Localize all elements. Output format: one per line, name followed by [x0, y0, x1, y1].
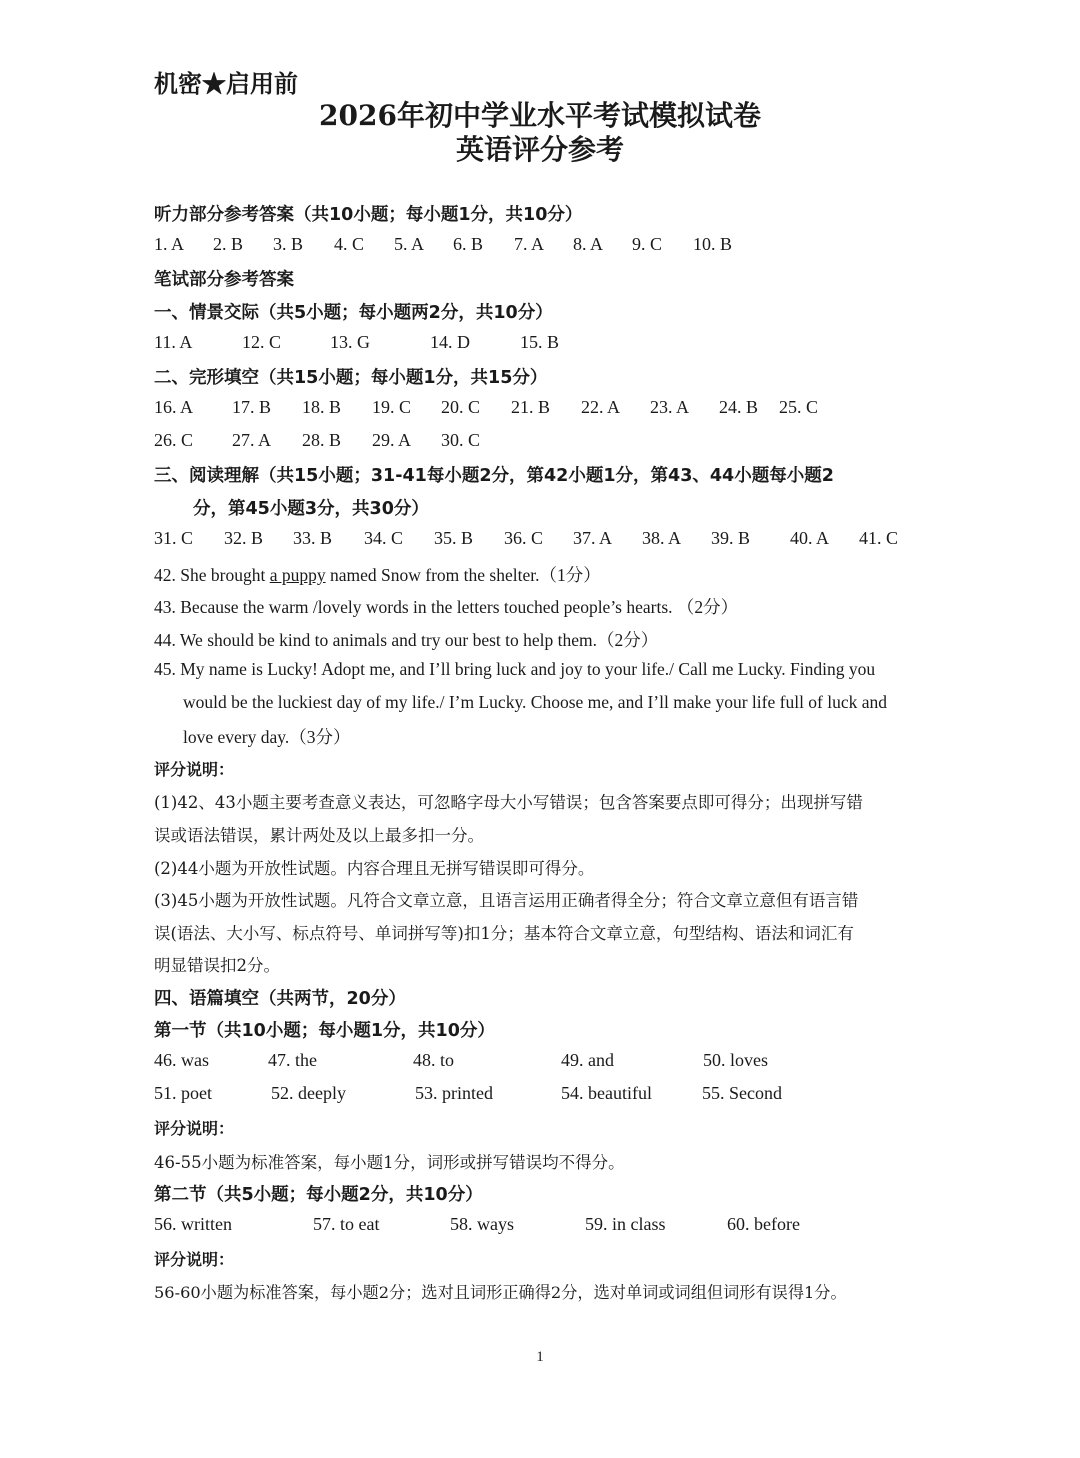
answer-item: 52. deeply: [271, 1083, 346, 1103]
answer-45-line2: would be the luckiest day of my life./ I’m Lucky. Choose me, and I’ll make your life full of luck and: [183, 692, 888, 712]
part2-heading: 二、完形填空（共15小题；每小题1分，共15分）: [154, 368, 548, 388]
answer-45-line1: 45. My name is Lucky! Adopt me, and I’ll bring luck and joy to your life./ Call me Lucky. Finding you: [154, 659, 876, 679]
answer-item: 27. A: [232, 430, 272, 450]
answer-item: 13. G: [330, 332, 370, 352]
scoring-note-2: (2)44小题为开放性试题。内容合理且无拼写错误即可得分。: [154, 859, 595, 878]
answer-item: 36. C: [504, 528, 544, 548]
answer-item: 46. was: [154, 1050, 209, 1070]
answer-item: 50. loves: [703, 1050, 768, 1070]
answer-item: 30. C: [441, 430, 481, 450]
answer-item: 18. B: [302, 397, 342, 417]
answer-item: 6. B: [453, 234, 484, 254]
part3-heading: 三、阅读理解（共15小题；31-41每小题2分，第42小题1分，第43、44小题每小题2: [154, 466, 834, 486]
part4-heading: 四、语篇填空（共两节，20分）: [154, 989, 406, 1009]
answer-item: 60. before: [727, 1214, 800, 1234]
answer-item: 2. B: [213, 234, 244, 254]
page-number: 1: [536, 1349, 544, 1365]
scoring-note-1-cont: 误或语法错误，累计两处及以上最多扣一分。: [154, 826, 484, 845]
answer-item: 37. A: [573, 528, 613, 548]
written-heading: 笔试部分参考答案: [154, 270, 294, 290]
scoring-note-1: (1)42、43小题主要考查意义表达，可忽略字母大小写错误；包含答案要点即可得分；出现拼写错: [154, 793, 863, 812]
scoring-note-3: (3)45小题为开放性试题。凡符合文章立意，且语言运用正确者得全分；符合文章立意但有语言错: [154, 891, 859, 910]
answer-item: 23. A: [650, 397, 690, 417]
answer-42: [154, 562, 601, 587]
answer-item: 41. C: [859, 528, 899, 548]
section1-notes-heading: 评分说明：: [154, 1119, 235, 1138]
answer-item: 54. beautiful: [561, 1083, 652, 1103]
answer-item: 56. written: [154, 1214, 232, 1234]
answer-item: 48. to: [413, 1050, 455, 1070]
answer-item: 8. A: [573, 234, 604, 254]
answer-item: 15. B: [520, 332, 560, 352]
answer-item: 25. C: [779, 397, 819, 417]
answer-item: 12. C: [242, 332, 282, 352]
answer-item: 55. Second: [702, 1083, 782, 1103]
answer-item: 7. A: [514, 234, 545, 254]
answer-item: 5. A: [394, 234, 425, 254]
section1-heading: 第一节（共10小题；每小题1分，共10分）: [154, 1021, 495, 1041]
answer-42-keyword: a puppy: [269, 565, 326, 585]
answer-item: 47. the: [268, 1050, 317, 1070]
scoring-notes-heading: 评分说明：: [154, 760, 235, 779]
section2-notes-heading: 评分说明：: [154, 1250, 235, 1269]
part3-heading-continued: 分，第45小题3分，共30分）: [193, 499, 429, 519]
answer-item: 14. D: [430, 332, 470, 352]
answer-45-line3: love every day.（3分）: [183, 727, 351, 747]
exam-title: 2026年初中学业水平考试模拟试卷: [319, 99, 761, 132]
part1-heading: 一、情景交际（共5小题；每小题两2分，共10分）: [154, 303, 553, 323]
answer-item: 16. A: [154, 397, 194, 417]
answer-item: 28. B: [302, 430, 342, 450]
answer-item: 20. C: [441, 397, 481, 417]
answer-item: 40. A: [790, 528, 830, 548]
answer-item: 17. B: [232, 397, 272, 417]
answer-item: 34. C: [364, 528, 404, 548]
answer-43: 43. Because the warm /lovely words in the letters touched people’s hearts. （2分）: [154, 597, 739, 617]
answer-item: 26. C: [154, 430, 194, 450]
answer-item: 29. A: [372, 430, 412, 450]
answer-44: 44. We should be kind to animals and try our best to help them.（2分）: [154, 630, 659, 650]
answer-item: 53. printed: [415, 1083, 493, 1103]
listening-heading: 听力部分参考答案（共10小题；每小题1分，共10分）: [154, 205, 583, 225]
section2-notes: 56-60小题为标准答案，每小题2分；选对且词形正确得2分，选对单词或词组但词形有误得1分。: [154, 1283, 847, 1302]
answer-item: 39. B: [711, 528, 751, 548]
answer-item: 10. B: [693, 234, 733, 254]
classified-label: 机密★启用前: [154, 69, 298, 98]
answer-item: 22. A: [581, 397, 621, 417]
answer-item: 4. C: [334, 234, 365, 254]
answer-item: 59. in class: [585, 1214, 666, 1234]
exam-subtitle: 英语评分参考: [455, 133, 624, 166]
answer-42-start: 42. She brought: [154, 565, 270, 585]
answer-item: 9. C: [632, 234, 663, 254]
answer-item: 1. A: [154, 234, 185, 254]
answer-item: 49. and: [561, 1050, 614, 1070]
answer-item: 33. B: [293, 528, 333, 548]
section1-notes: 46-55小题为标准答案，每小题1分，词形或拼写错误均不得分。: [154, 1153, 625, 1172]
answer-item: 32. B: [224, 528, 264, 548]
answer-item: 19. C: [372, 397, 412, 417]
answer-item: 51. poet: [154, 1083, 212, 1103]
answer-item: 38. A: [642, 528, 682, 548]
answer-item: 3. B: [273, 234, 304, 254]
answer-item: 57. to eat: [313, 1214, 380, 1234]
answer-item: 24. B: [719, 397, 759, 417]
answer-item: 35. B: [434, 528, 474, 548]
answer-item: 58. ways: [450, 1214, 514, 1234]
answer-item: 31. C: [154, 528, 194, 548]
answer-item: 21. B: [511, 397, 551, 417]
section2-heading: 第二节（共5小题；每小题2分，共10分）: [154, 1185, 483, 1205]
answer-item: 11. A: [154, 332, 193, 352]
answer-42-end: named Snow from the shelter.（1分）: [325, 565, 601, 585]
scoring-note-3-cont: 误(语法、大小写、标点符号、单词拼写等)扣1分；基本符合文章立意，句型结构、语法和词汇有: [154, 924, 854, 943]
scoring-note-3-end: 明显错误扣2分。: [154, 956, 280, 975]
